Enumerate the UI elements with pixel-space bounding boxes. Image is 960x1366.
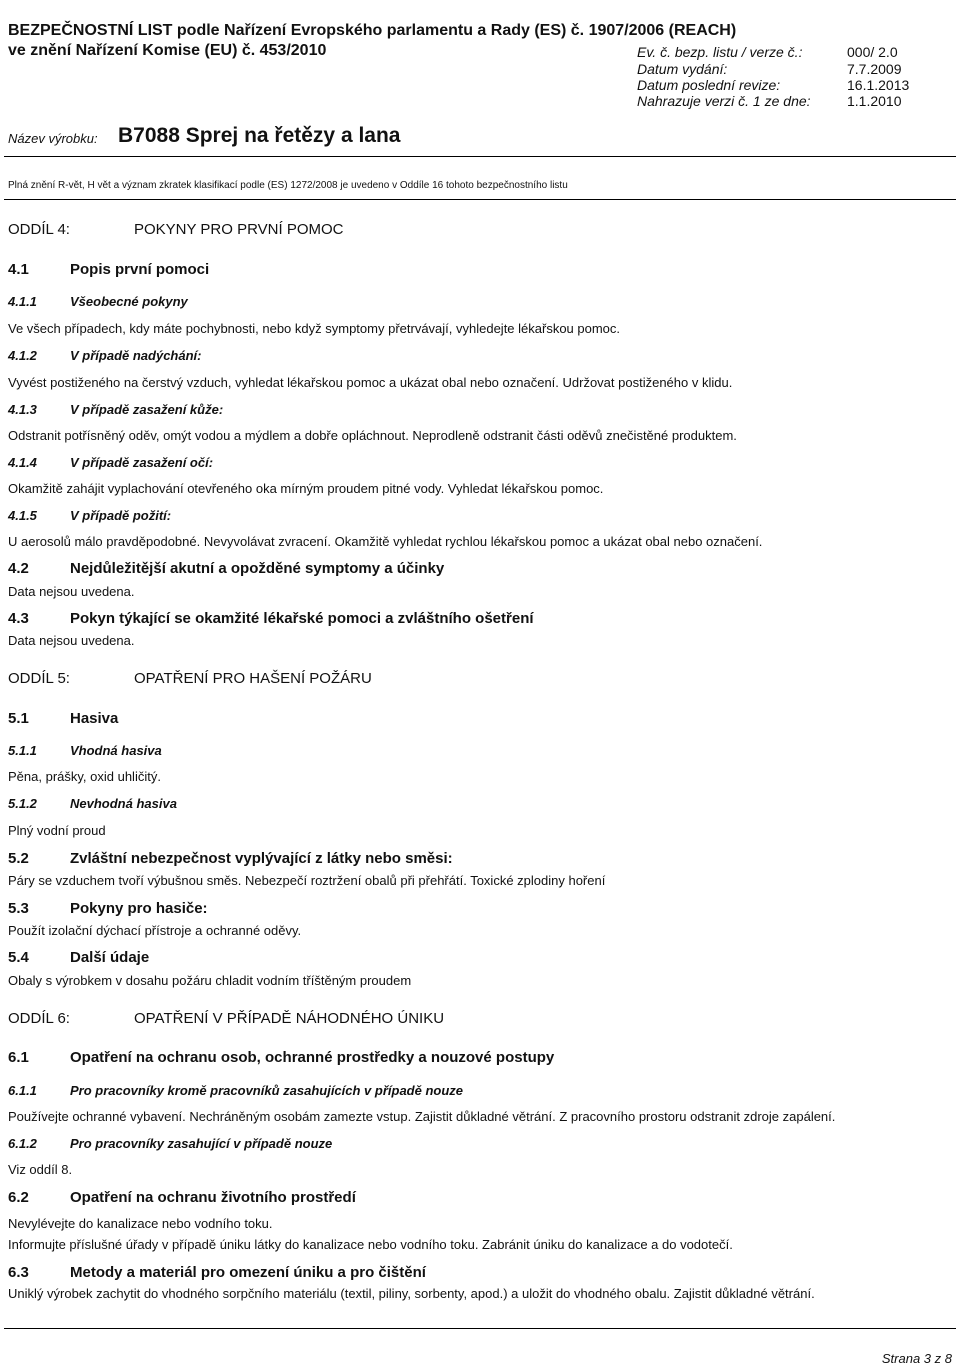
subsubsection-number: 4.1.5	[8, 508, 37, 523]
subsubsection-title: V případě zasažení očí:	[70, 455, 214, 470]
body-text: Nevylévejte do kanalizace nebo vodního toku.	[8, 1216, 273, 1231]
subsubsection-title: Vhodná hasiva	[70, 743, 162, 758]
subsubsection-number: 6.1.2	[8, 1136, 37, 1151]
section-title: OPATŘENÍ V PŘÍPADĚ NÁHODNÉHO ÚNIKU	[134, 1010, 445, 1027]
meta-row	[637, 93, 902, 109]
meta-value: 000/ 2.0	[847, 44, 898, 60]
subsubsection-title: Pro pracovníky zasahující v případě nouze	[70, 1136, 333, 1151]
subsubsection-title: Nevhodná hasiva	[70, 796, 177, 811]
subsection-number: 5.1	[8, 710, 29, 727]
body-text: Informujte příslušné úřady v případě úniku látky do kanalizace nebo vodního toku. Zabránit úniku do kanalizace a do vodotečí.	[8, 1237, 733, 1252]
body-text: Pěna, prášky, oxid uhličitý.	[8, 769, 161, 784]
product-name: B7088 Sprej na řetězy a lana	[118, 124, 401, 147]
subsection-heading	[8, 949, 149, 966]
subsubsection-title: Všeobecné pokyny	[70, 294, 188, 309]
document-title-line1: BEZPEČNOSTNÍ LIST podle Nařízení Evropského parlamentu a Rady (ES) č. 1907/2006 (REACH)	[8, 22, 737, 39]
body-text: Uniklý výrobek zachytit do vhodného sorpčního materiálu (textil, piliny, sorbenty, apod.) a uložit do vhodného obalu. Zajistit důkladné větrání.	[8, 1286, 815, 1301]
section-5-heading	[8, 670, 372, 687]
subsection-number: 4.1	[8, 261, 29, 278]
subsubsection-heading	[8, 1083, 463, 1098]
body-text: Používejte ochranné vybavení. Nechráněným osobám zamezte vstup. Zajistit důkladné větrání. Z pracovního prostoru odstranit zdroje zapálení.	[8, 1109, 836, 1124]
subsubsection-heading	[8, 743, 162, 758]
body-text: Páry se vzduchem tvoří výbušnou směs. Nebezpečí roztržení obalů při přehřátí. Toxické zplodiny hoření	[8, 873, 606, 888]
subsection-number: 6.2	[8, 1189, 29, 1206]
body-text: Použít izolační dýchací přístroje a ochranné oděvy.	[8, 923, 302, 938]
subsubsection-title: V případě požití:	[70, 508, 172, 523]
subsubsection-heading	[8, 1136, 332, 1151]
body-text: Viz oddíl 8.	[8, 1162, 73, 1177]
subsection-heading	[8, 850, 453, 867]
subsection-heading	[8, 610, 534, 627]
subsection-title: Pokyn týkající se okamžité lékařské pomoci a zvláštního ošetření	[70, 610, 534, 627]
section-label: ODDÍL 5:	[8, 670, 70, 687]
subsubsection-title: V případě zasažení kůže:	[70, 402, 224, 417]
subsubsection-number: 5.1.1	[8, 743, 37, 758]
subsubsection-heading	[8, 348, 201, 363]
subsection-number: 6.1	[8, 1049, 29, 1066]
subsubsection-heading	[8, 508, 171, 523]
body-text: Data nejsou uvedena.	[8, 633, 135, 648]
body-text: Data nejsou uvedena.	[8, 584, 135, 599]
body-text: Vyvést postiženého na čerstvý vzduch, vyhledat lékařskou pomoc a ukázat obal nebo označení. Udržovat postiženého v klidu.	[8, 375, 733, 390]
meta-row	[637, 61, 902, 77]
meta-label: Nahrazuje verzi č. 1 ze dne:	[637, 93, 811, 109]
note-divider	[4, 199, 956, 200]
subsubsection-number: 4.1.2	[8, 348, 37, 363]
section-4-heading	[8, 221, 344, 238]
body-text: Plný vodní proud	[8, 823, 106, 838]
subsection-title: Pokyny pro hasiče:	[70, 900, 208, 917]
section-6-heading	[8, 1010, 444, 1027]
subsection-title: Opatření na ochranu životního prostředí	[70, 1189, 356, 1206]
subsubsection-number: 4.1.4	[8, 455, 37, 470]
subsection-title: Metody a materiál pro omezení úniku a pro čištění	[70, 1264, 426, 1281]
meta-value: 1.1.2010	[847, 93, 902, 109]
subsection-number: 6.3	[8, 1264, 29, 1281]
body-text: Obaly s výrobkem v dosahu požáru chladit vodním tříštěným proudem	[8, 973, 412, 988]
subsubsection-heading	[8, 294, 188, 309]
header-divider	[4, 156, 956, 157]
classification-note: Plná znění R-vět, H vět a význam zkratek klasifikací podle (ES) 1272/2008 je uvedeno v Oddíle 16 tohoto bezpečnostního listu	[8, 180, 568, 191]
subsection-title: Popis první pomoci	[70, 261, 210, 278]
subsubsection-title: V případě nadýchání:	[70, 348, 202, 363]
meta-label: Datum poslední revize:	[637, 77, 781, 93]
subsubsection-number: 4.1.1	[8, 294, 37, 309]
subsubsection-number: 5.1.2	[8, 796, 37, 811]
meta-value: 16.1.2013	[847, 77, 910, 93]
section-label: ODDÍL 4:	[8, 221, 70, 238]
subsection-title: Opatření na ochranu osob, ochranné prostředky a nouzové postupy	[70, 1049, 555, 1066]
subsection-heading	[8, 1049, 554, 1066]
section-title: OPATŘENÍ PRO HAŠENÍ POŽÁRU	[134, 670, 372, 687]
body-text: U aerosolů málo pravděpodobné. Nevyvolávat zvracení. Okamžitě vyhledat rychlou lékařskou pomoc a ukázat obal nebo označení.	[8, 534, 763, 549]
subsection-heading	[8, 1264, 426, 1281]
footer-divider	[4, 1328, 956, 1329]
meta-value: 7.7.2009	[847, 61, 902, 77]
subsection-title: Nejdůležitější akutní a opožděné symptomy a účinky	[70, 560, 445, 577]
subsection-heading	[8, 261, 209, 278]
body-text: Okamžitě zahájit vyplachování otevřeného oka mírným proudem pitné vody. Vyhledat lékařskou pomoc.	[8, 481, 604, 496]
section-label: ODDÍL 6:	[8, 1010, 70, 1027]
subsection-title: Zvláštní nebezpečnost vyplývající z látky nebo směsi:	[70, 850, 453, 867]
meta-row	[637, 44, 898, 60]
subsubsection-heading	[8, 796, 177, 811]
subsubsection-heading	[8, 402, 223, 417]
meta-row	[637, 77, 909, 93]
meta-label: Datum vydání:	[637, 61, 728, 77]
subsection-number: 5.2	[8, 850, 29, 867]
subsection-heading	[8, 560, 444, 577]
subsection-number: 4.2	[8, 560, 29, 577]
product-label: Název výrobku:	[8, 131, 98, 146]
subsection-title: Další údaje	[70, 949, 150, 966]
subsection-number: 4.3	[8, 610, 29, 627]
subsection-title: Hasiva	[70, 710, 119, 727]
subsubsection-heading	[8, 455, 213, 470]
subsection-heading	[8, 900, 208, 917]
subsubsection-number: 6.1.1	[8, 1083, 37, 1098]
subsubsection-title: Pro pracovníky kromě pracovníků zasahujících v případě nouze	[70, 1083, 464, 1098]
meta-label: Ev. č. bezp. listu / verze č.:	[637, 44, 803, 60]
subsubsection-number: 4.1.3	[8, 402, 37, 417]
subsection-heading	[8, 1189, 356, 1206]
section-title: POKYNY PRO PRVNÍ POMOC	[134, 221, 344, 238]
subsection-heading	[8, 710, 118, 727]
document-title-line2: ve znění Nařízení Komise (EU) č. 453/2010	[8, 42, 327, 59]
subsection-number: 5.3	[8, 900, 29, 917]
page-number: Strana 3 z 8	[881, 1351, 952, 1366]
body-text: Odstranit potřísněný oděv, omýt vodou a mýdlem a dobře opláchnout. Neprodleně odstranit části oděvů znečistěné produktem.	[8, 428, 737, 443]
body-text: Ve všech případech, kdy máte pochybnosti, nebo když symptomy přetrvávají, vyhledejte lékařskou pomoc.	[8, 321, 621, 336]
subsection-number: 5.4	[8, 949, 29, 966]
